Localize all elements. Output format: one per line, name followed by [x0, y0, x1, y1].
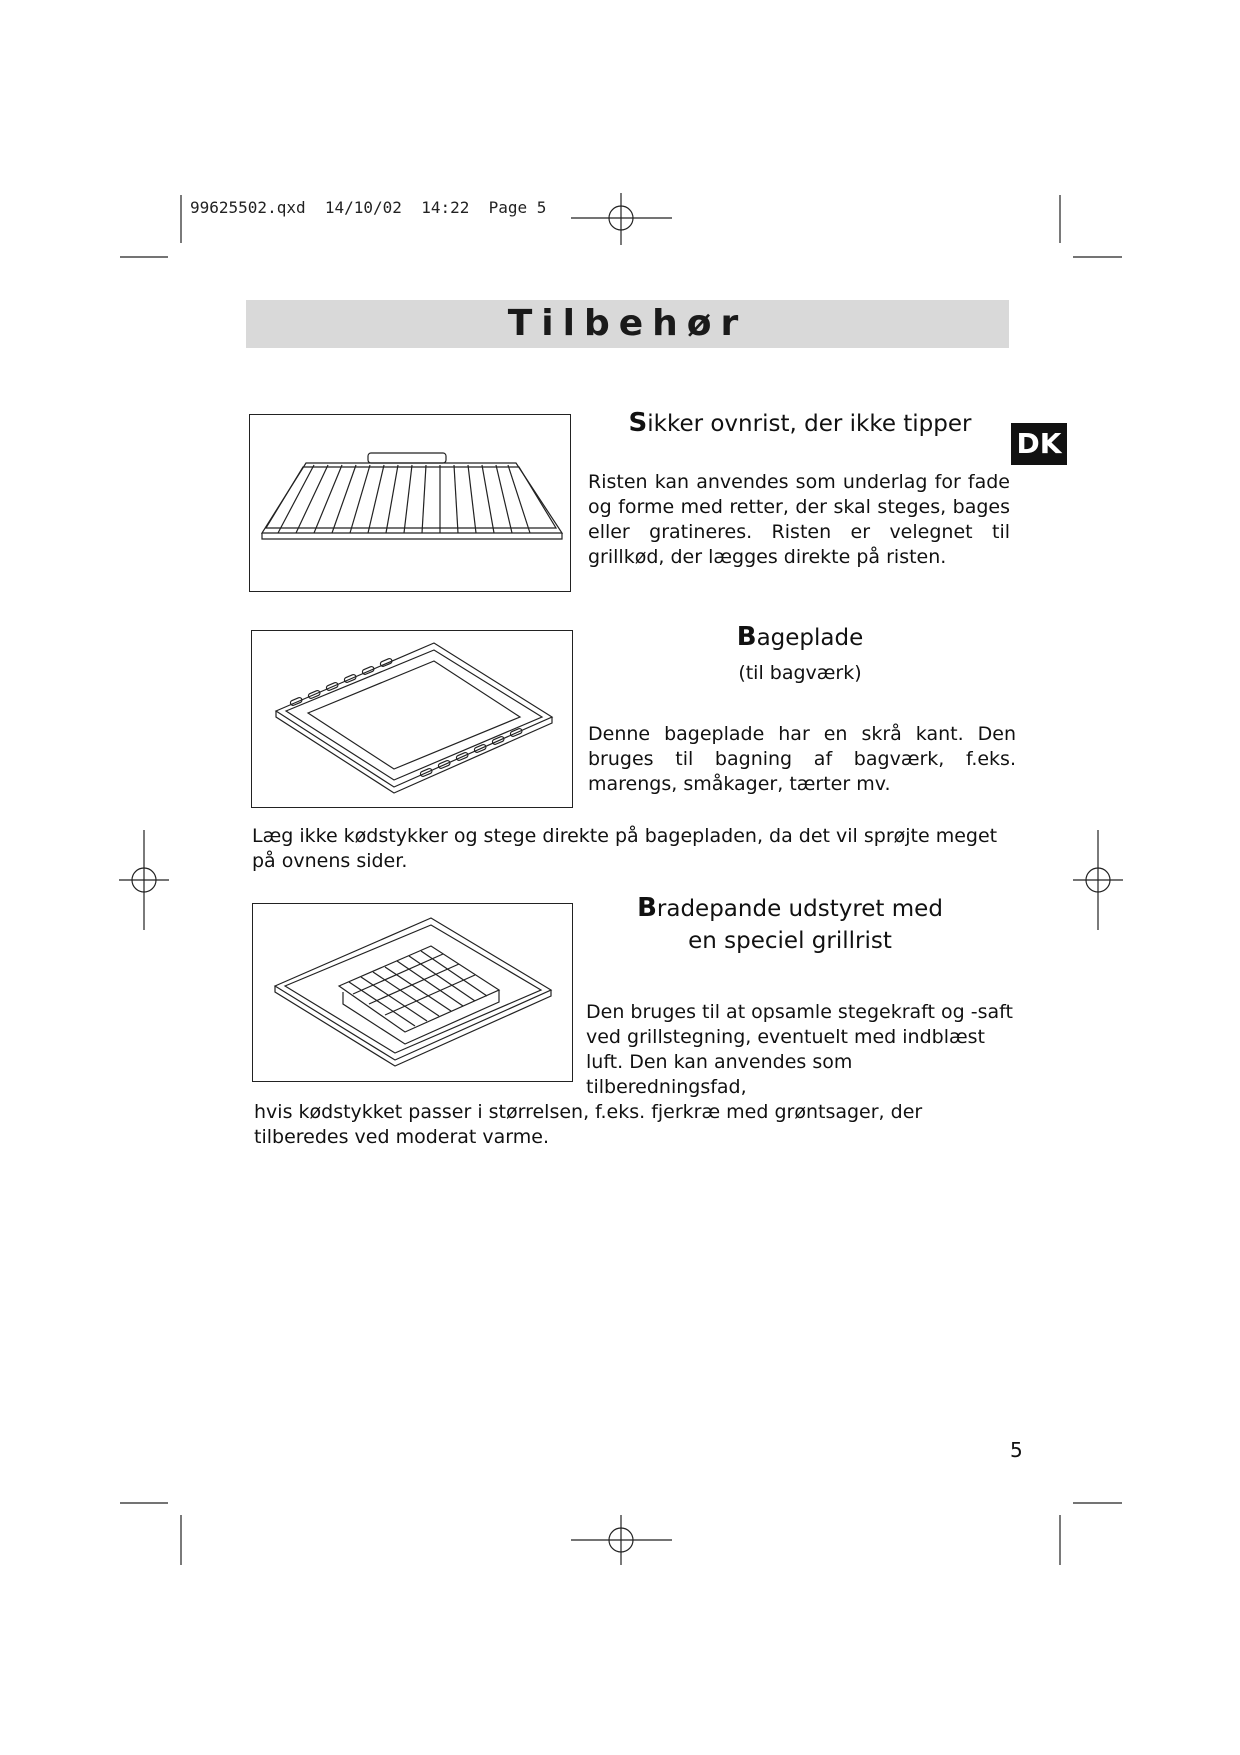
- rack-heading: [600, 408, 1000, 438]
- rack-heading-text: ikker ovnrist, der ikke tipper: [647, 411, 972, 437]
- pan-description: Den bruges til at opsamle stegekraft og -saft ved grillstegning, eventuelt med indblæst luft. Den kan anvendes som tilberedningsfad,: [586, 1001, 1013, 1098]
- pan-heading-line2: en speciel grillrist: [688, 928, 892, 954]
- pan-heading: [590, 892, 990, 957]
- tray-description: Denne bageplade har en skrå kant. Den bruges til bagning af bagværk, f.eks. marengs, småkager, tærter mv.: [588, 723, 1016, 795]
- roasting-pan-icon: [253, 904, 572, 1081]
- pan-heading-initial: B: [637, 893, 657, 923]
- baking-tray-icon: [252, 631, 572, 807]
- file-slug: 99625502.qxd 14/10/02 14:22 Page 5: [190, 198, 547, 217]
- page-title: Tilbehør: [507, 303, 748, 344]
- tray-warning-note: Læg ikke kødstykker og stege direkte på bagepladen, da det vil sprøjte meget på ovnens sider.: [252, 825, 998, 872]
- rack-heading-initial: S: [628, 408, 648, 438]
- tray-heading-text: ageplade: [756, 625, 864, 651]
- page-number: 5: [1010, 1438, 1023, 1462]
- roasting-pan-illustration: [252, 903, 573, 1082]
- oven-rack-illustration: [249, 414, 571, 592]
- pan-description-continued: hvis kødstykket passer i størrelsen, f.eks. fjerkræ med grøntsager, der tilberedes ved moderat varme.: [254, 1101, 923, 1148]
- tray-heading-initial: B: [736, 622, 757, 652]
- pan-heading-line1: [590, 892, 990, 925]
- tray-heading: [600, 622, 1000, 652]
- rack-description: Risten kan anvendes som underlag for fade og forme med retter, der skal steges, bages eller gratineres. Risten er velegnet til grillkød, der lægges direkte på risten.: [588, 471, 1010, 568]
- wire-rack-icon: [250, 415, 570, 591]
- pan-heading-text: radepande udstyret med: [656, 896, 943, 922]
- language-badge: DK: [1011, 423, 1067, 465]
- baking-tray-illustration: [251, 630, 573, 808]
- tray-subheading: (til bagværk): [738, 662, 862, 684]
